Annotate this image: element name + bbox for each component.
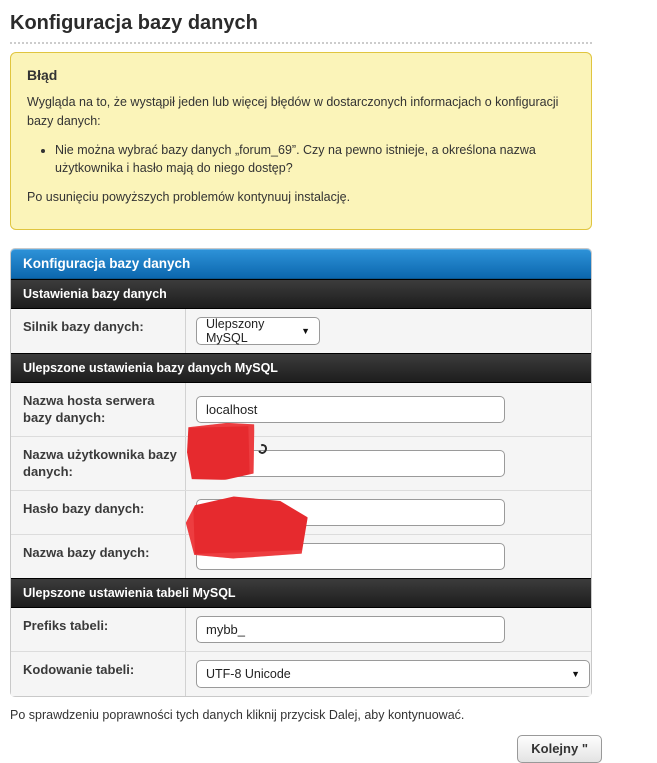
encoding-label: Kodowanie tabeli: — [11, 652, 186, 696]
dropdown-arrow-icon: ▼ — [571, 668, 580, 679]
page-title: Konfiguracja bazy danych — [10, 12, 258, 34]
engine-select-value: Ulepszony MySQL — [206, 316, 265, 345]
row-engine — [11, 309, 591, 353]
section-table-settings: Ulepszone ustawienia tabeli MySQL — [11, 578, 591, 608]
prefix-field — [186, 608, 591, 651]
database-config-table — [10, 248, 592, 697]
encoding-select[interactable] — [196, 660, 590, 688]
next-button[interactable]: Kolejny " — [517, 735, 602, 763]
engine-field — [186, 309, 591, 353]
host-input[interactable] — [196, 396, 505, 423]
red-redaction-scribble — [186, 422, 255, 481]
title-divider — [10, 42, 592, 44]
row-prefix — [11, 608, 591, 651]
section-mysql-settings: Ulepszone ustawienia bazy danych MySQL — [11, 353, 591, 383]
error-outro: Po usunięciu powyższych problemów kontynuuj instalację. — [27, 190, 351, 204]
encoding-field — [186, 652, 600, 696]
row-encoding — [11, 651, 591, 696]
row-username — [11, 436, 591, 490]
error-list — [39, 141, 575, 179]
host-label: Nazwa hosta serwera bazy danych: — [11, 383, 186, 436]
dbname-label: Nazwa bazy danych: — [11, 535, 186, 578]
footer-note: Po sprawdzeniu poprawności tych danych kliknij przycisk Dalej, aby kontynuować. — [10, 707, 465, 722]
table-header: Konfiguracja bazy danych — [11, 249, 591, 279]
prefix-input[interactable] — [196, 616, 505, 643]
engine-select[interactable] — [196, 317, 320, 345]
error-list-item: • Nie można wybrać bazy danych „forum_69”. Czy na pewno istnieje, a określona nazwa użytkownika i hasło mają do niego dostęp? — [55, 141, 575, 179]
error-title: Błąd — [27, 67, 58, 83]
encoding-select-value: UTF-8 Unicode — [206, 666, 291, 681]
button-row — [10, 735, 602, 763]
dropdown-arrow-icon: ▼ — [301, 325, 310, 336]
engine-label: Silnik bazy danych: — [11, 309, 186, 353]
error-box — [10, 52, 592, 230]
password-label: Hasło bazy danych: — [11, 491, 186, 534]
prefix-label: Prefiks tabeli: — [11, 608, 186, 651]
section-database-settings: Ustawienia bazy danych — [11, 279, 591, 309]
row-host — [11, 383, 591, 436]
error-intro: Wygląda na to, że wystąpił jeden lub więcej błędów w dostarczonych informacjach o konfiguracji bazy danych: — [27, 95, 559, 128]
username-label: Nazwa użytkownika bazy danych: — [11, 437, 186, 490]
